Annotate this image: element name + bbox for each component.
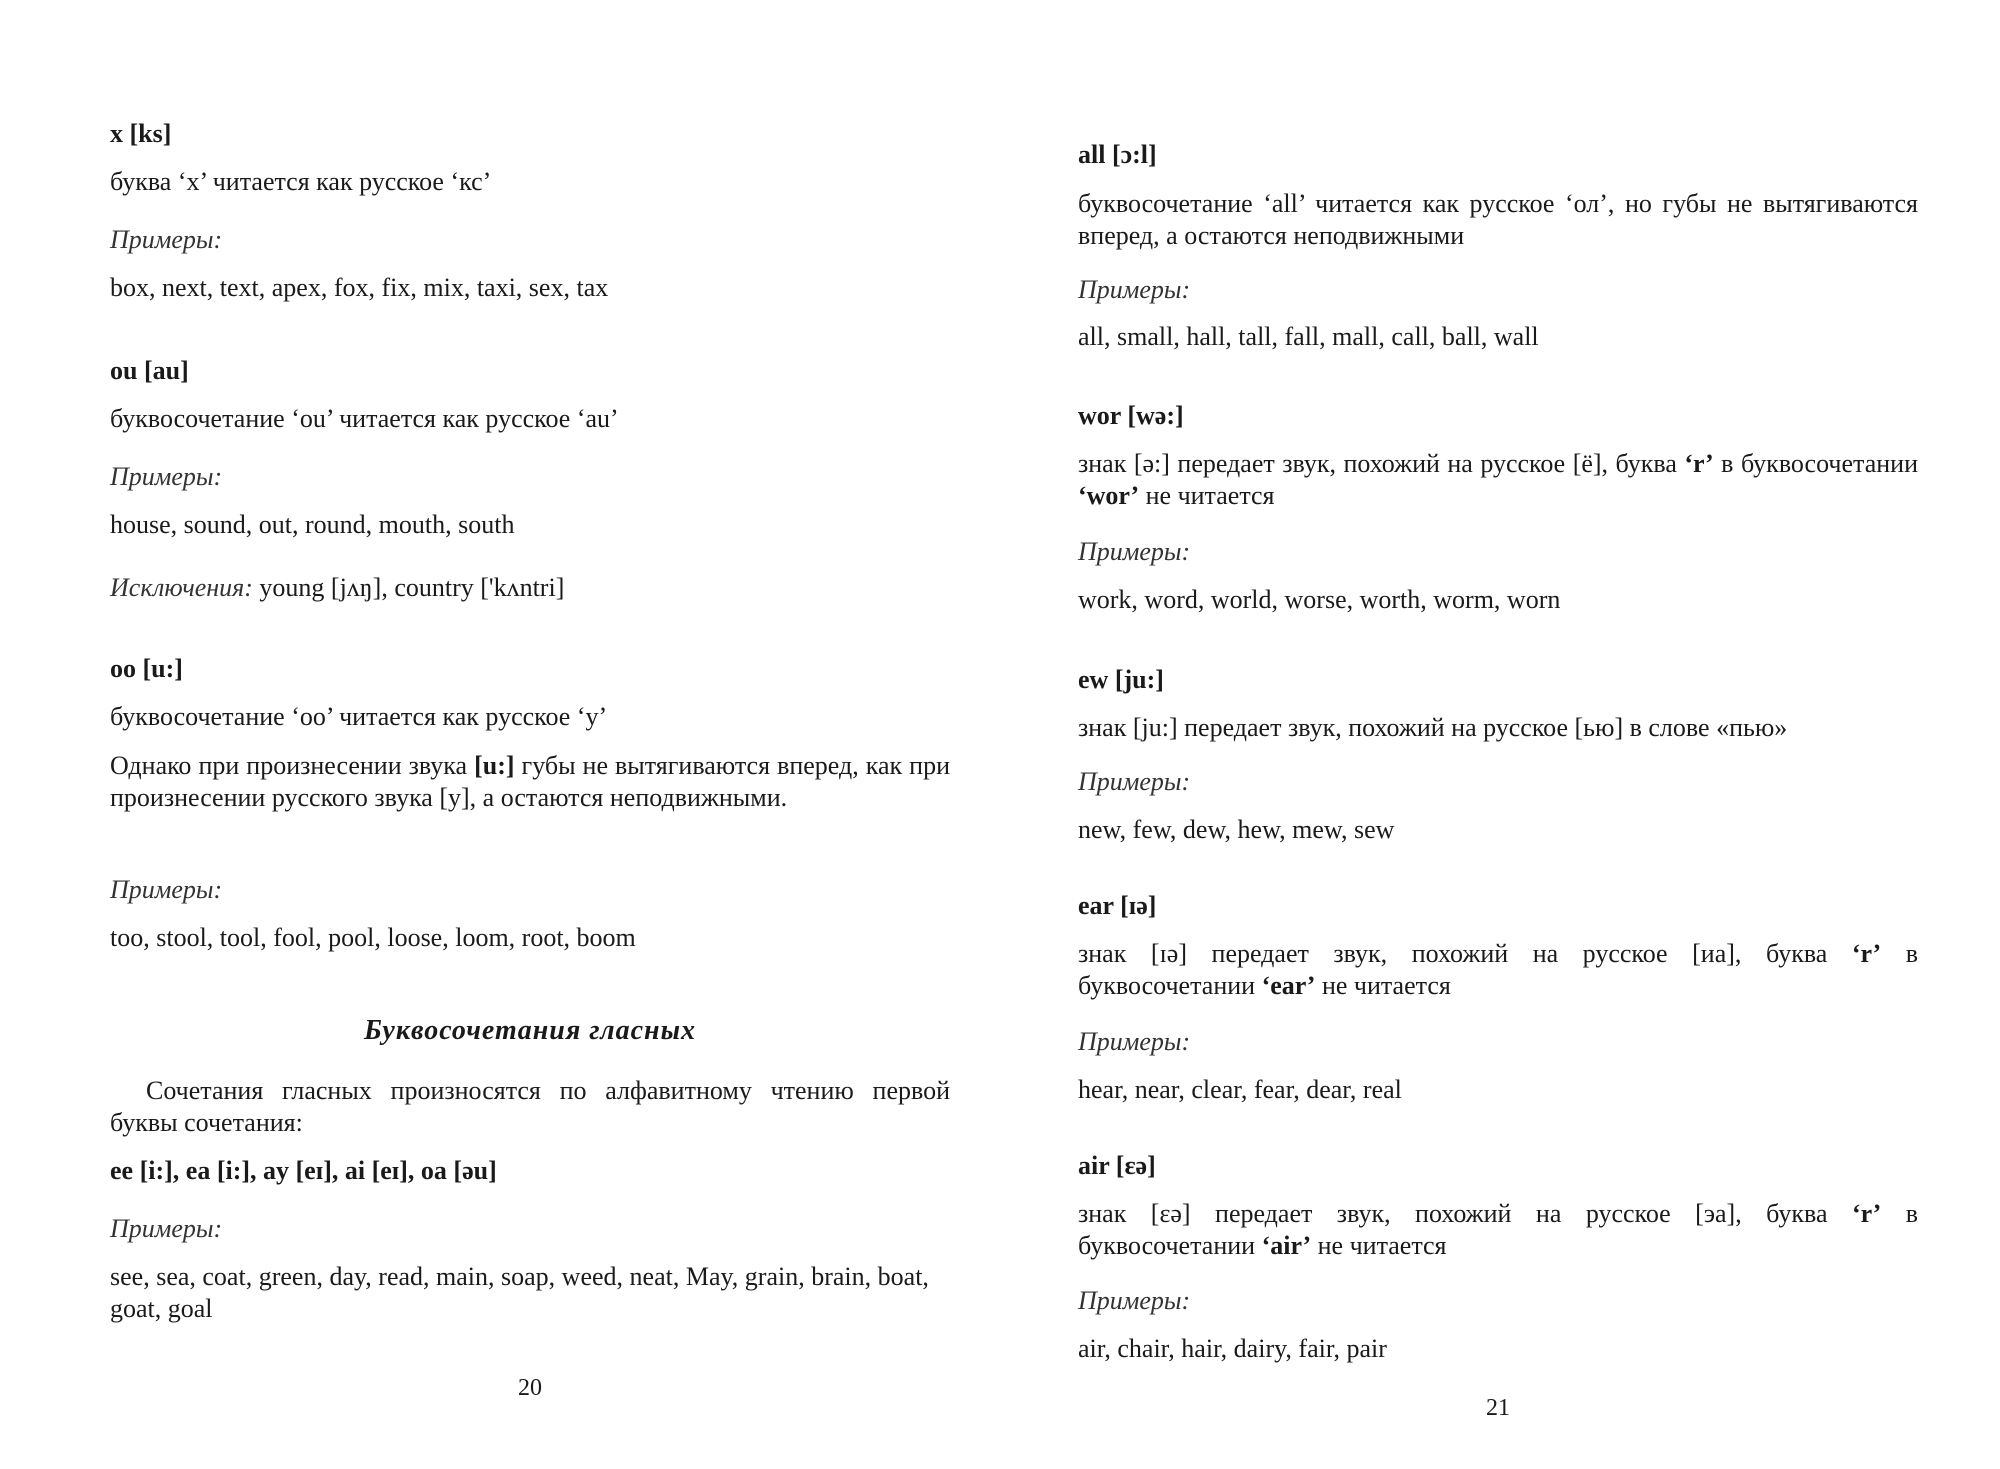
ew-examples: new, few, dew, hew, mew, sew (1078, 815, 1395, 844)
air-desc-combo: ‘air’ (1261, 1231, 1312, 1260)
x-examples: box, next, text, apex, fox, fix, mix, taxi, sex, tax (110, 273, 609, 302)
ou-exceptions-label: Исключения: (110, 573, 253, 602)
ou-description: буквосочетание ‘ou’ читается как русское ‘au’ (110, 404, 619, 433)
wor-desc-combo: ‘wor’ (1078, 481, 1140, 510)
vowel-combos: ee [i:], ea [i:], ay [eɪ], ai [eɪ], oa [əu] (110, 1156, 497, 1185)
oo-note-text-1: Однако при произнесении звука (110, 751, 475, 780)
ear-heading: ear [ɪə] (1078, 891, 1157, 920)
ear-desc-text-2: в буквосочетании (1078, 939, 1918, 1000)
left-page (110, 0, 950, 1469)
page-number-right: 21 (1486, 1395, 1510, 1421)
ew-description: знак [ju:] передает звук, похожий на русское [ью] в слове «пью» (1078, 713, 1788, 742)
wor-examples-label: Примеры: (1078, 537, 1191, 566)
ou-heading: ou [au] (110, 356, 189, 385)
ou-exceptions-words: young [jʌŋ], country ['kʌntri] (252, 573, 565, 602)
ew-heading: ew [ju:] (1078, 665, 1164, 694)
oo-examples: too, stool, tool, fool, pool, loose, loom, root, boom (110, 923, 636, 952)
wor-desc-text-1: знак [ə:] передает звук, похожий на русское [ё], буква (1078, 449, 1685, 478)
all-examples-label: Примеры: (1078, 275, 1191, 304)
air-examples-label: Примеры: (1078, 1286, 1191, 1315)
oo-examples-label: Примеры: (110, 875, 223, 904)
ear-desc-text-3: не читается (1315, 971, 1451, 1000)
vowel-examples: see, sea, coat, green, day, read, main, soap, weed, neat, May, grain, brain, boat, goat, goal (110, 1262, 929, 1323)
x-heading: x [ks] (110, 119, 172, 148)
all-description: буквосочетание ‘all’ читается как русское ‘ол’, но губы не вытягиваются вперед, а остаются неподвижными (1078, 189, 1918, 250)
all-heading: all [ɔ:l] (1078, 140, 1157, 169)
ou-examples-label: Примеры: (110, 462, 223, 491)
air-desc-text-2: в буквосочетании (1078, 1199, 1918, 1260)
section-title: Буквосочетания гласных (363, 1015, 697, 1046)
air-desc-text-1: знак [ɛə] передает звук, похожий на русское [эа], буква (1078, 1199, 1852, 1228)
wor-desc-text-2: в буквосочетании (1713, 449, 1919, 478)
air-examples: air, chair, hair, dairy, fair, pair (1078, 1334, 1387, 1363)
all-examples: all, small, hall, tall, fall, mall, call, ball, wall (1078, 322, 1539, 351)
oo-note-text-2: губы не вытягиваются вперед, как при произнесении русского звука [у], а остаются неподвижными. (110, 751, 950, 812)
wor-desc-letter: ‘r’ (1684, 449, 1714, 478)
wor-examples: work, word, world, worse, worth, worm, worn (1078, 585, 1561, 614)
ear-description (1078, 938, 1918, 1002)
x-examples-label: Примеры: (110, 225, 223, 254)
section-intro: Сочетания гласных произносятся по алфавитному чтению первой буквы сочетания: (110, 1076, 950, 1137)
ou-examples: house, sound, out, round, mouth, south (110, 510, 515, 539)
ou-exceptions (110, 572, 950, 604)
ear-examples-label: Примеры: (1078, 1027, 1191, 1056)
wor-heading: wor [wə:] (1078, 401, 1184, 430)
wor-description (1078, 448, 1918, 512)
air-desc-text-3: не читается (1311, 1231, 1447, 1260)
page-number-left: 20 (518, 1375, 542, 1401)
oo-description: буквосочетание ‘oo’ читается как русское ‘у’ (110, 702, 608, 731)
oo-note (110, 750, 950, 814)
oo-heading: oo [u:] (110, 654, 183, 683)
air-heading: air [ɛə] (1078, 1151, 1156, 1180)
ear-desc-letter: ‘r’ (1851, 939, 1882, 968)
wor-desc-text-3: не читается (1139, 481, 1275, 510)
ear-desc-text-1: знак [ɪə] передает звук, похожий на русское [иа], буква (1078, 939, 1852, 968)
oo-note-sound: [u:] (474, 751, 515, 780)
air-desc-letter: ‘r’ (1851, 1199, 1882, 1228)
x-description: буква ‘x’ читается как русское ‘кс’ (110, 167, 492, 196)
air-description (1078, 1198, 1918, 1262)
ear-examples: hear, near, clear, fear, dear, real (1078, 1075, 1402, 1104)
right-page (1078, 0, 1918, 1469)
ear-desc-combo: ‘ear’ (1261, 971, 1316, 1000)
vowel-examples-label: Примеры: (110, 1214, 223, 1243)
ew-examples-label: Примеры: (1078, 767, 1191, 796)
